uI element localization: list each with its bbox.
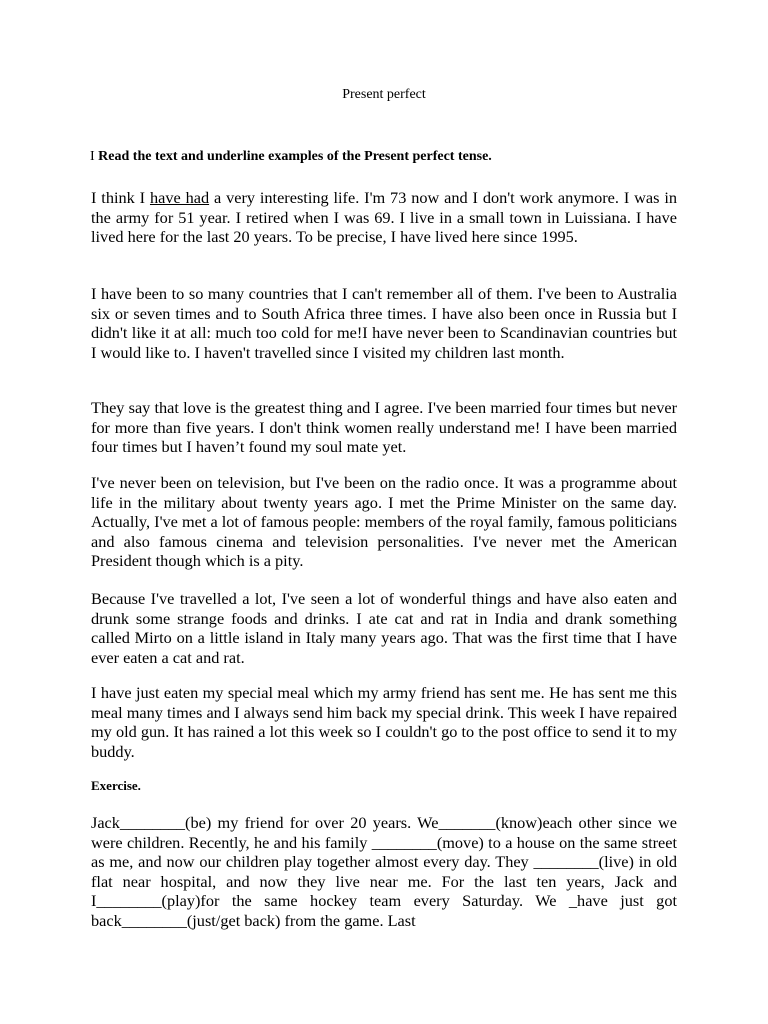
paragraph-5: Because I've travelled a lot, I've seen a lot of wonderful things and have also eaten and drunk some strange foods and drinks. I ate cat and rat in India and drank something called Mirto on a little island in Italy many years ago. That was the first time that I have ever eaten a cat and rat. [91,589,677,667]
instruction-text: Read the text and underline examples of the Present perfect tense. [98,149,492,164]
exercise-heading: Exercise. [91,778,141,793]
instruction-line [90,148,690,166]
paragraph-4: I've never been on television, but I've been on the radio once. It was a programme about life in the military about twenty years ago. I met the Prime Minister on the same day. Actually, I've met a lot of famous people: members of the royal family, famous politicians and also famous cinema and television personalities. I've never met the American President though which is a pity. [91,473,677,570]
underlined-example: have had [149,188,210,207]
page-title: Present perfect [342,87,426,102]
paragraph-1 [91,188,677,247]
paragraph-3: They say that love is the greatest thing and I agree. I've been married four times but never for more than five years. I don't think women really understand me! I have been married four times but I haven’t found my soul mate yet. [91,398,677,456]
exercise-text: Jack________(be) my friend for over 20 years. We_______(know)each other since we were children. Recently, he and his family ________(move) to a house on the same street as me, and now our children play together almost every day. They ________(live) in old flat near hospital, and now they live near me. For the last ten years, Jack and I________(play)for the same hockey team every Saturday. We _have just got back________(just/get back) from the game. Last [91,813,677,930]
paragraph-1-pre: I think I [91,188,150,207]
paragraph-6: I have just eaten my special meal which my army friend has sent me. He has sent me this meal many times and I always send him back my special drink. This week I have repaired my old gun. It has rained a lot this week so I couldn't go to the post office to send it to my buddy. [91,683,677,761]
paragraph-2: I have been to so many countries that I can't remember all of them. I've been to Australia six or seven times and to South Africa three times. I have also been once in Russia but I didn't like it at all: much too cold for me!I have never been to Scandinavian countries but I would like to. I haven't travelled since I visited my children last month. [91,284,677,362]
paragraph-1-post: a very interesting life. I'm 73 now and I don't work anymore. I was in the army for 51 year. I retired when I was 69. I live in a small town in Luissiana. I have lived here for the last 20 years. To be precise, I have lived here since 1995. [91,188,678,246]
instruction-numeral: I [90,149,95,164]
